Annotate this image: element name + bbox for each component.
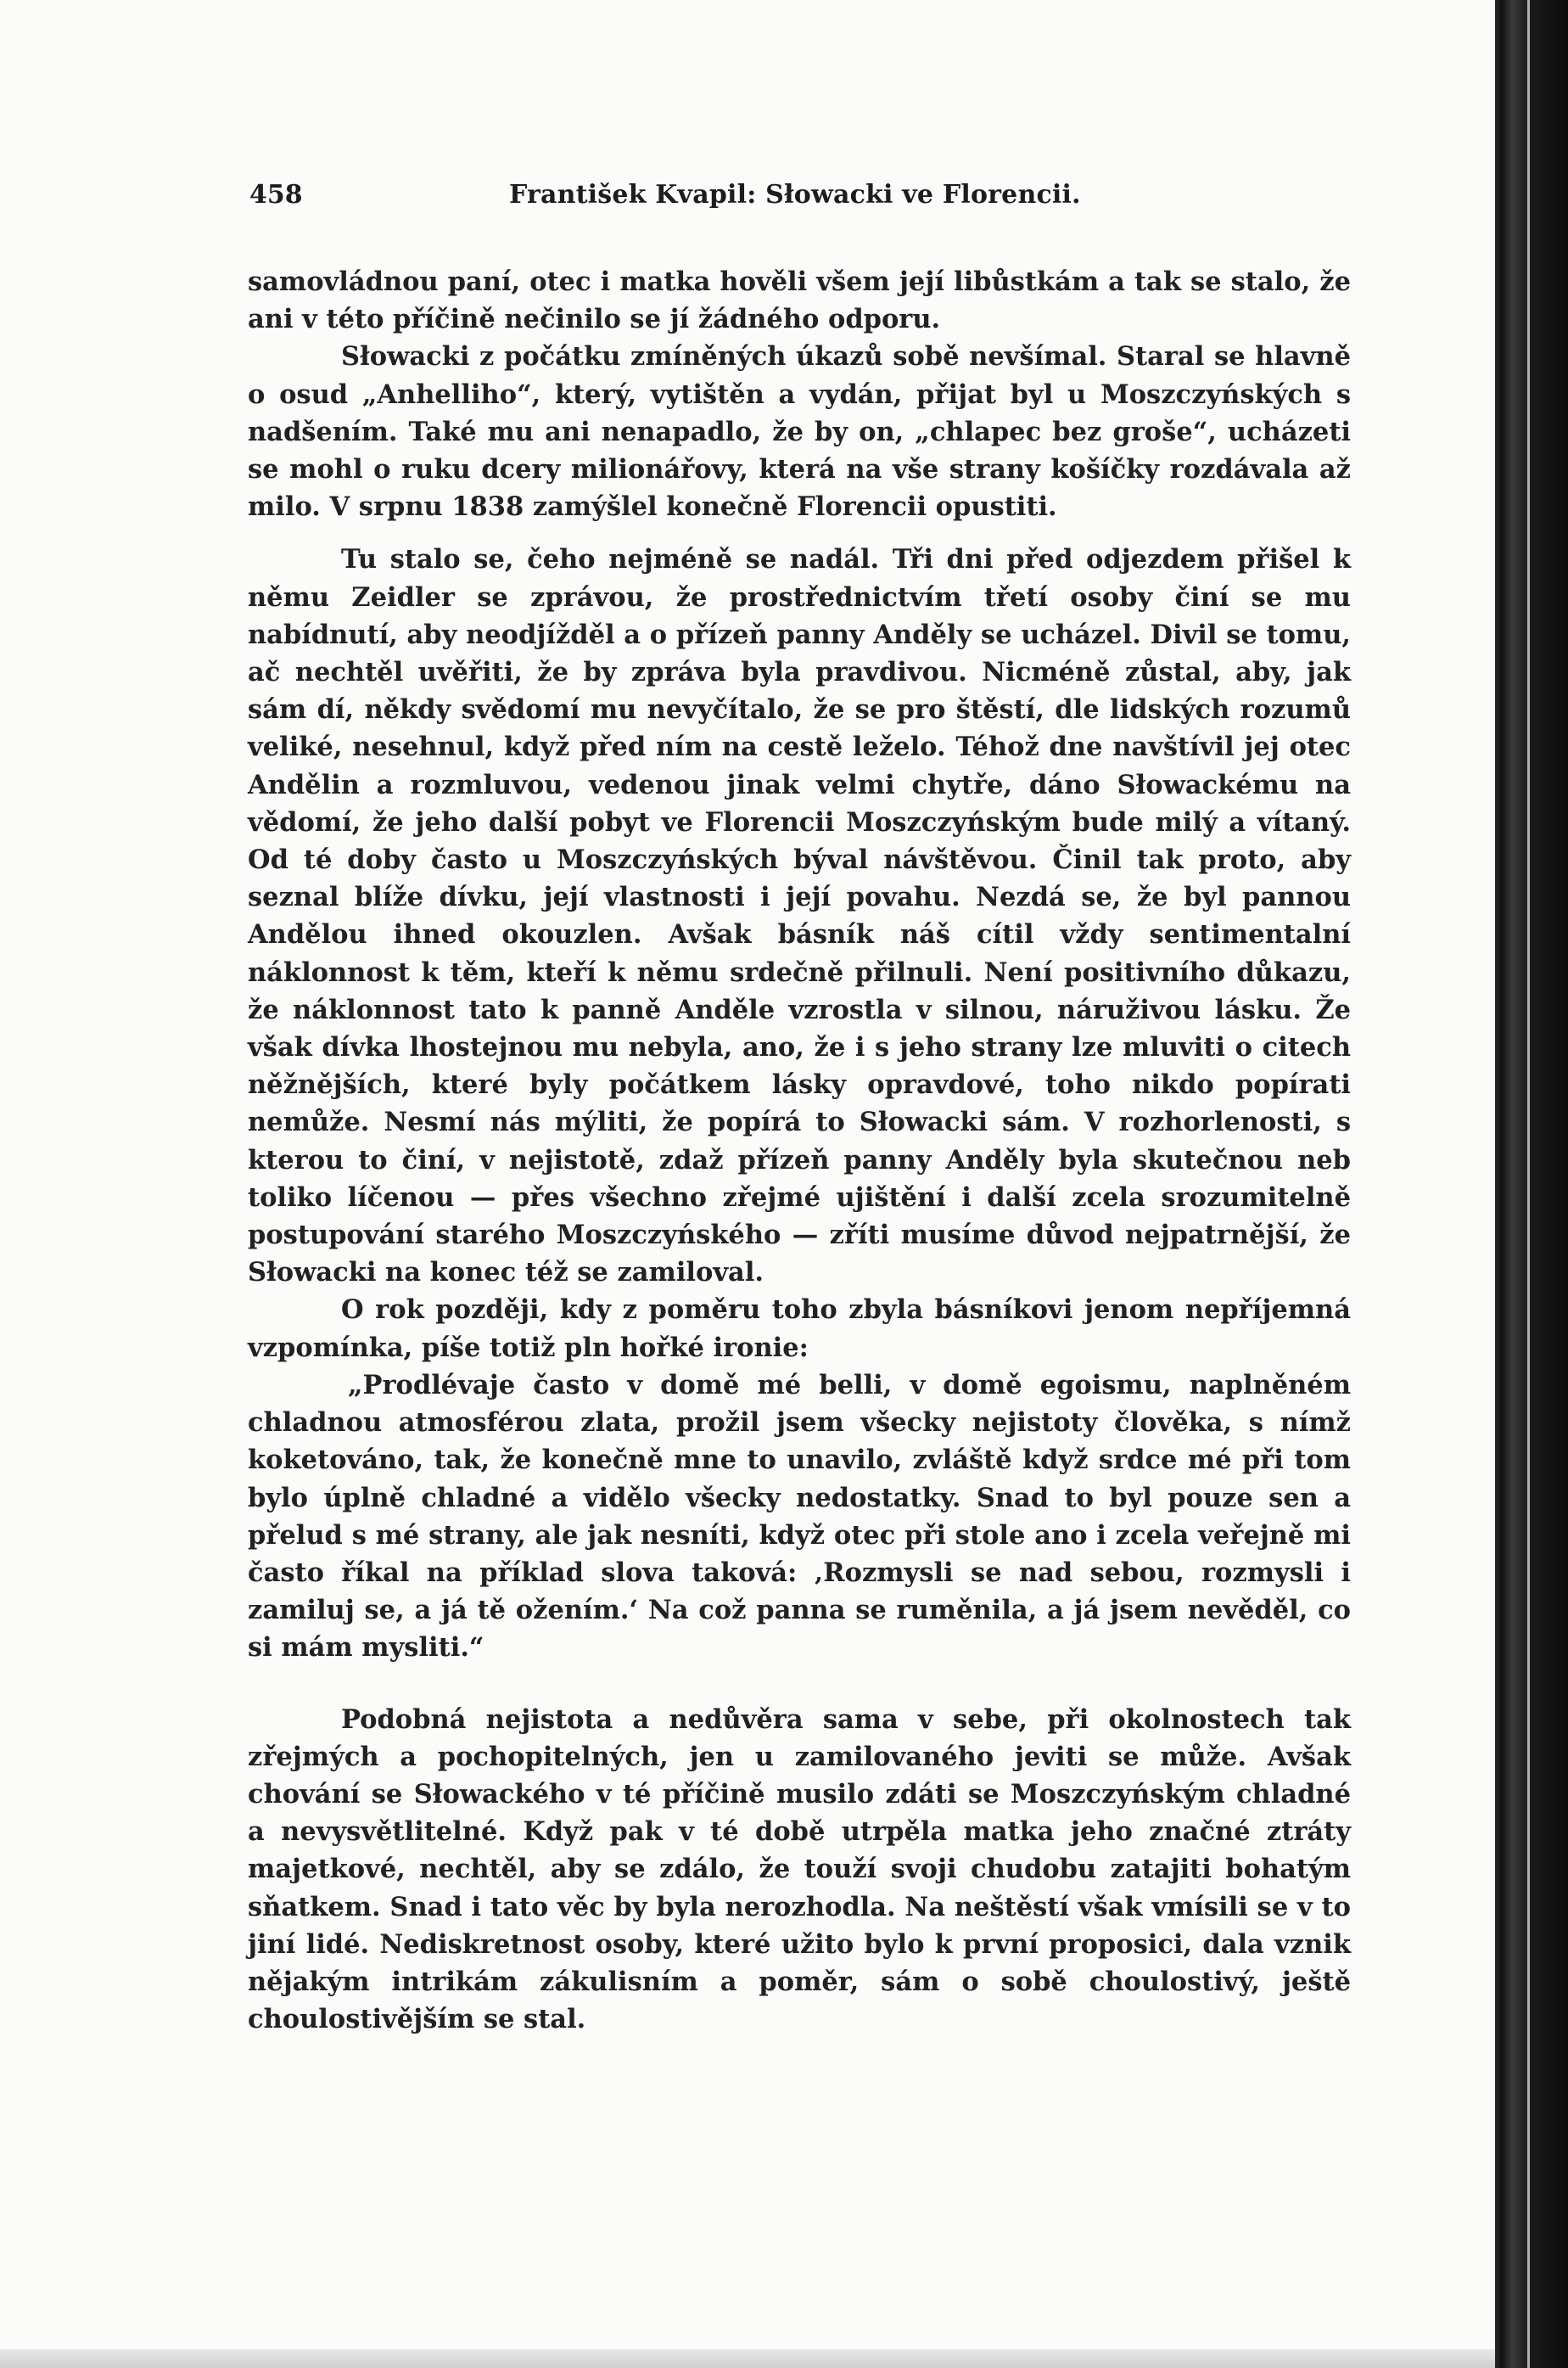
paragraph-gap xyxy=(248,1667,1351,1701)
paragraph-3: Tu stalo se, čeho nejméně se nadál. Tři dni před odjezdem přišel k němu Zeidler se zprávou, že prostřednictvím třetí osoby činí se mu nabídnutí, aby neodjížděl a o přízeň panny Anděly se ucházel. Divil se tomu, ač nechtěl uvěřiti, že by zpráva byla pravdivou. Nicméně zůstal, aby, jak sám dí, někdy svědomí mu nevyčítalo, že se pro štěstí, dle lidských rozumů veliké, nesehnul, když před ním na cestě leželo. Téhož dne navštívil jej otec Andělin a rozmluvou, vedenou jinak velmi chytře, dáno Słowackému na vědomí, že jeho další pobyt ve Florencii Moszczyńským bude milý a vítaný. Od té doby často u Moszczyńských býval návštěvou. Činil tak proto, aby seznal blíže dívku, její vlastnosti i její povahu. Nezdá se, že byl pannou Andělou ihned okouzlen. Avšak básník náš cítil vždy sentimentalní náklonnost k těm, kteří k němu srdečně přilnuli. Není positivního důkazu, že náklonnost tato k panně Anděle vzrostla v silnou, náruživou lásku. Že však dívka lhostejnou mu nebyla, ano, že i s jeho strany lze mluviti o citech něžnějších, které byly počátkem lásky opravdové, toho nikdo popírati nemůže. Nesmí nás mýliti, že popírá to Słowacki sám. V rozhorlenosti, s kterou to činí, v nejistotě, zdaž přízeň panny Anděly byla skutečnou neb toliko líčenou — přes všechno zřejmé ujištění i další zcela srozumitelně postupování starého Moszczyńského — zříti musíme důvod nejpatrnější, že Słowacki na konec též se zamiloval. xyxy=(248,544,1351,1288)
paragraph-2: Słowacki z počátku zmíněných úkazů sobě nevšímal. Staral se hlavně o osud „Anhelliho“, který, vytištěn a vydán, přijat byl u Moszczyńských s nadšením. Také mu ani nenapadlo, že by on, „chlapec bez groše“, ucházeti se mohl o ruku dcery milionářovy, která na vše strany košíčky rozdávala až milo. V srpnu 1838 zamýšlel konečně Florencii opustiti. xyxy=(248,341,1351,523)
paragraph-gap xyxy=(248,525,1351,541)
scan-shadow-edge xyxy=(1495,0,1568,2368)
paragraph-6: Podobná nejistota a nedůvěra sama v sebe, při okolnostech tak zřejmých a pochopitelných, jen u zamilovaného jeviti se může. Avšak chování se Słowackého v té příčině musilo zdáti se Moszczyńským chladné a nevysvětlitelné. Když pak v té době utrpěla matka jeho značné ztráty majetkové, nechtěl, aby se zdálo, že touží svoji chudobu zatajiti bohatým sňatkem. Snad i tato věc by byla nerozhodla. Na neštěstí však vmísili se v to jiní lidé. Nediskretnost osoby, které užito bylo k první proposici, dala vznik nějakým intrikám zákulisním a poměr, sám o sobě choulostivý, ještě choulostivějším se stal. xyxy=(248,1703,1351,2035)
running-title: František Kvapil: Słowacki ve Florencii. xyxy=(509,180,1081,210)
paragraph-1: samovládnou paní, otec i matka hověli všem její libůstkám a tak se stalo, že ani v této příčině nečinilo se jí žádného odporu. xyxy=(248,267,1351,335)
page-number: 458 xyxy=(249,180,303,210)
scan-edge-line xyxy=(1527,0,1530,2368)
body-text xyxy=(248,263,1351,2038)
paragraph-4: O rok později, kdy z poměru toho zbyla básníkovi jenom nepříjemná vzpomínka, píše totiž pln hořké ironie: xyxy=(248,1294,1351,1363)
scan-bottom-edge xyxy=(0,2349,1495,2368)
page-header xyxy=(249,180,1352,219)
quotation-paragraph: „Prodlévaje často v domě mé belli, v domě egoismu, naplněném chladnou atmosférou zlata, prožil jsem všecky nejistoty člověka, s nímž koketováno, tak, že konečně mne to unavilo, zvláště když srdce mé při tom bylo úplně chladné a vidělo všecky nedostatky. Snad to byl pouze sen a přelud s mé strany, ale jak nesníti, když otec při stole ano i zcela veřejně mi často říkal na příklad slova taková: ‚Rozmysli se nad sebou, rozmysli i zamiluj se, a já tě ožením.‘ Na což panna se ruměnila, a já jsem nevěděl, co si mám mysliti.“ xyxy=(248,1369,1351,1664)
